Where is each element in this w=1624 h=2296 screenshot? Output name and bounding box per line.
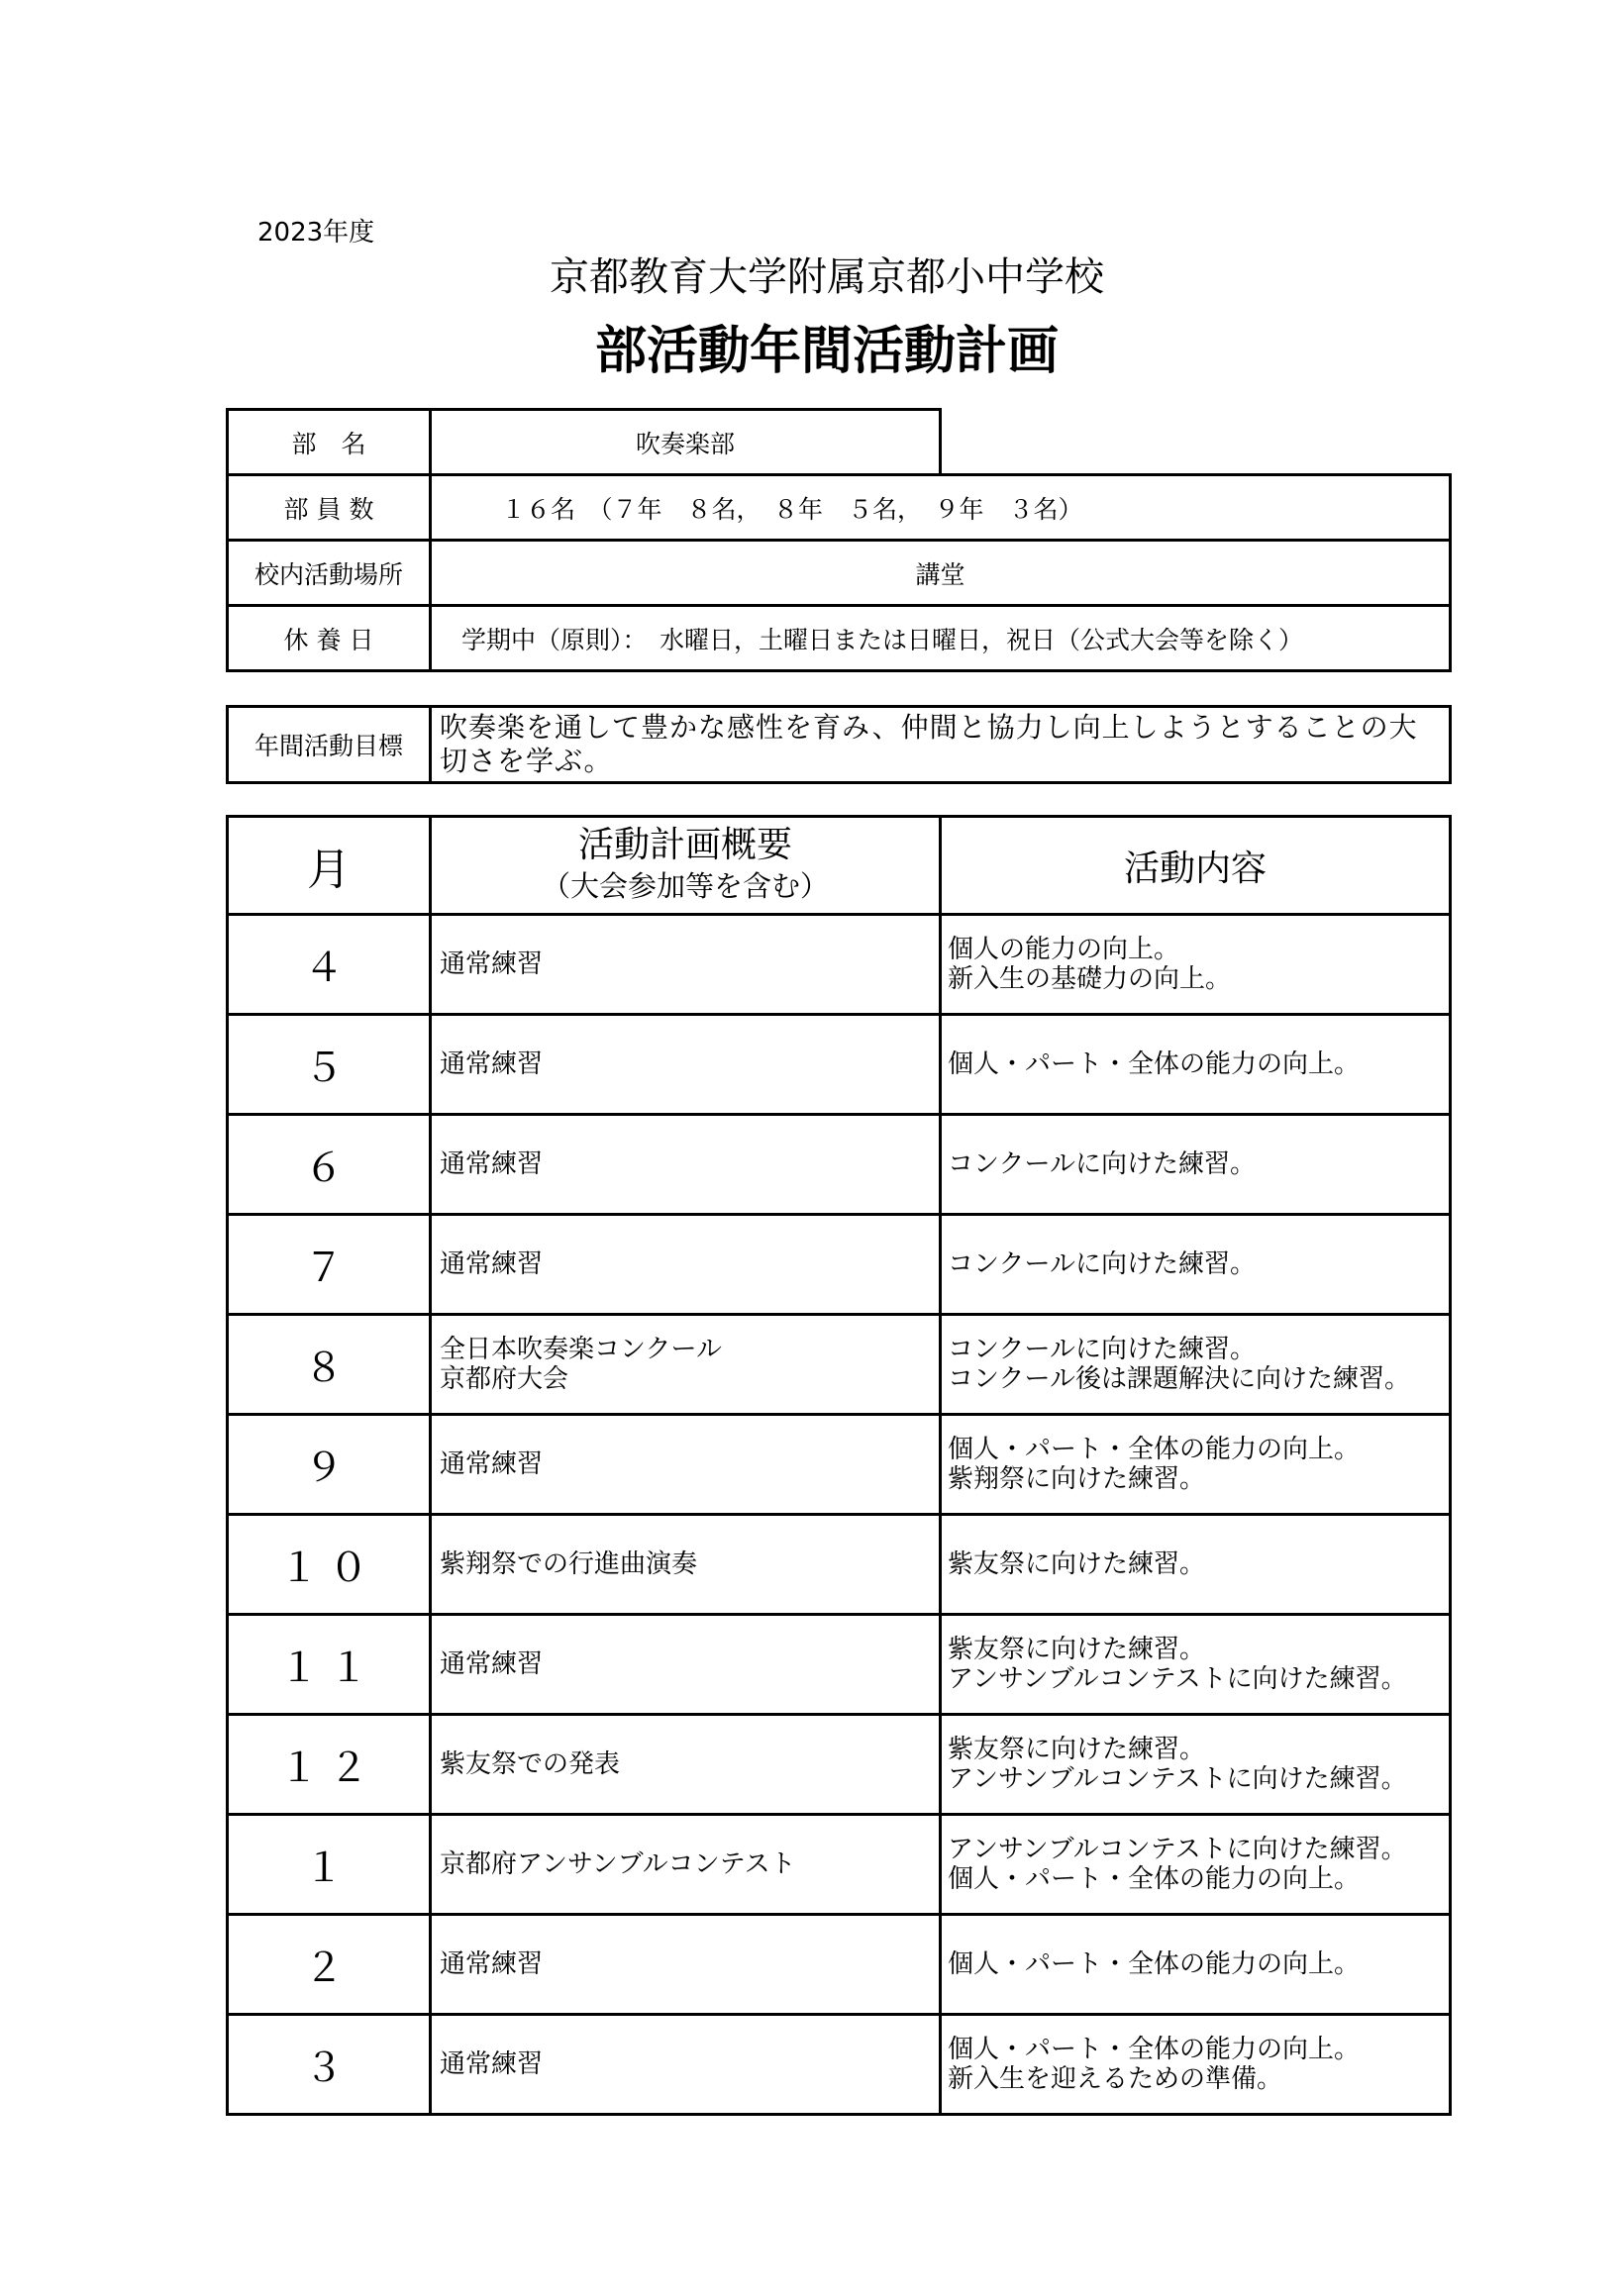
members-label: 部 員 数 xyxy=(228,475,431,541)
school-name: 京都教育大学附属京都小中学校 xyxy=(550,254,1104,300)
header-content: 活動内容 xyxy=(941,817,1451,915)
plan-cell: 通常練習 xyxy=(431,1015,941,1115)
plan-cell: 紫友祭での発表 xyxy=(431,1715,941,1815)
plan-cell: 通常練習 xyxy=(431,915,941,1015)
header-plan-subtitle: （大会参加等を含む） xyxy=(541,868,829,903)
header-plan-title: 活動計画概要 xyxy=(577,824,792,865)
plan-cell: 通常練習 xyxy=(431,1415,941,1515)
content-cell: アンサンブルコンテストに向けた練習。 個人・パート・全体の能力の向上。 xyxy=(941,1815,1451,1915)
content-cell: 紫友祭に向けた練習。 アンサンブルコンテストに向けた練習。 xyxy=(941,1715,1451,1815)
table-row xyxy=(228,915,1451,1015)
month-cell: ４ xyxy=(228,915,431,1015)
month-cell: １０ xyxy=(228,1515,431,1615)
content-cell: 個人・パート・全体の能力の向上。 xyxy=(941,1015,1451,1115)
rest-day-value: 学期中（原則）： 水曜日，土曜日または日曜日，祝日（公式大会等を除く） xyxy=(431,606,1451,671)
month-cell: ２ xyxy=(228,1915,431,2015)
goal-row xyxy=(228,707,1451,783)
table-row xyxy=(228,1315,1451,1415)
content-cell: 個人の能力の向上。 新入生の基礎力の向上。 xyxy=(941,915,1451,1015)
month-cell: ３ xyxy=(228,2015,431,2115)
monthly-plan-table xyxy=(226,815,1452,2116)
month-cell: １２ xyxy=(228,1715,431,1815)
month-cell: １ xyxy=(228,1815,431,1915)
rest-day-row xyxy=(228,606,1451,671)
table-row xyxy=(228,1615,1451,1715)
header-plan xyxy=(431,817,941,915)
table-row xyxy=(228,1715,1451,1815)
members-row xyxy=(228,475,1451,541)
month-cell: ５ xyxy=(228,1015,431,1115)
plan-cell: 京都府アンサンブルコンテスト xyxy=(431,1815,941,1915)
content-cell: コンクールに向けた練習。 xyxy=(941,1115,1451,1215)
plan-cell: 全日本吹奏楽コンクール 京都府大会 xyxy=(431,1315,941,1415)
month-cell: ６ xyxy=(228,1115,431,1215)
plan-cell: 紫翔祭での行進曲演奏 xyxy=(431,1515,941,1615)
content-cell: 紫友祭に向けた練習。 アンサンブルコンテストに向けた練習。 xyxy=(941,1615,1451,1715)
place-label: 校内活動場所 xyxy=(228,541,431,606)
table-row xyxy=(228,1015,1451,1115)
plan-body xyxy=(228,915,1451,2115)
content-cell: 個人・パート・全体の能力の向上。 xyxy=(941,1915,1451,2015)
club-name-row xyxy=(228,410,1451,475)
goal-text: 吹奏楽を通して豊かな感性を育み、仲間と協力し向上しようとすることの大切さを学ぶ。 xyxy=(431,707,1451,783)
members-value: １６名 （７年 ８名， ８年 ５名， ９年 ３名） xyxy=(431,475,1451,541)
month-cell: ７ xyxy=(228,1215,431,1315)
table-row xyxy=(228,1815,1451,1915)
content-cell: コンクールに向けた練習。 xyxy=(941,1215,1451,1315)
annual-goal-table xyxy=(226,705,1452,784)
content-cell: 個人・パート・全体の能力の向上。 新入生を迎えるための準備。 xyxy=(941,2015,1451,2115)
header-month: 月 xyxy=(228,817,431,915)
plan-cell: 通常練習 xyxy=(431,2015,941,2115)
table-row xyxy=(228,2015,1451,2115)
month-cell: ８ xyxy=(228,1315,431,1415)
table-row xyxy=(228,1515,1451,1615)
plan-cell: 通常練習 xyxy=(431,1215,941,1315)
place-row xyxy=(228,541,1451,606)
table-row xyxy=(228,1915,1451,2015)
fiscal-year: 2023年度 xyxy=(257,218,375,248)
table-row xyxy=(228,1215,1451,1315)
plan-header-row xyxy=(228,817,1451,915)
content-cell: 個人・パート・全体の能力の向上。 紫翔祭に向けた練習。 xyxy=(941,1415,1451,1515)
plan-cell: 通常練習 xyxy=(431,1115,941,1215)
table-row xyxy=(228,1115,1451,1215)
club-name-label: 部 名 xyxy=(228,410,431,475)
table-row xyxy=(228,1415,1451,1515)
month-cell: ９ xyxy=(228,1415,431,1515)
plan-cell: 通常練習 xyxy=(431,1915,941,2015)
document-title: 部活動年間活動計画 xyxy=(594,322,1059,381)
plan-cell: 通常練習 xyxy=(431,1615,941,1715)
place-value: 講堂 xyxy=(431,541,1451,606)
blank-cell xyxy=(941,410,1451,475)
club-name-value: 吹奏楽部 xyxy=(431,410,941,475)
rest-day-label: 休 養 日 xyxy=(228,606,431,671)
content-cell: コンクールに向けた練習。 コンクール後は課題解決に向けた練習。 xyxy=(941,1315,1451,1415)
content-cell: 紫友祭に向けた練習。 xyxy=(941,1515,1451,1615)
goal-label: 年間活動目標 xyxy=(228,707,431,783)
club-info-table xyxy=(226,408,1452,672)
month-cell: １１ xyxy=(228,1615,431,1715)
